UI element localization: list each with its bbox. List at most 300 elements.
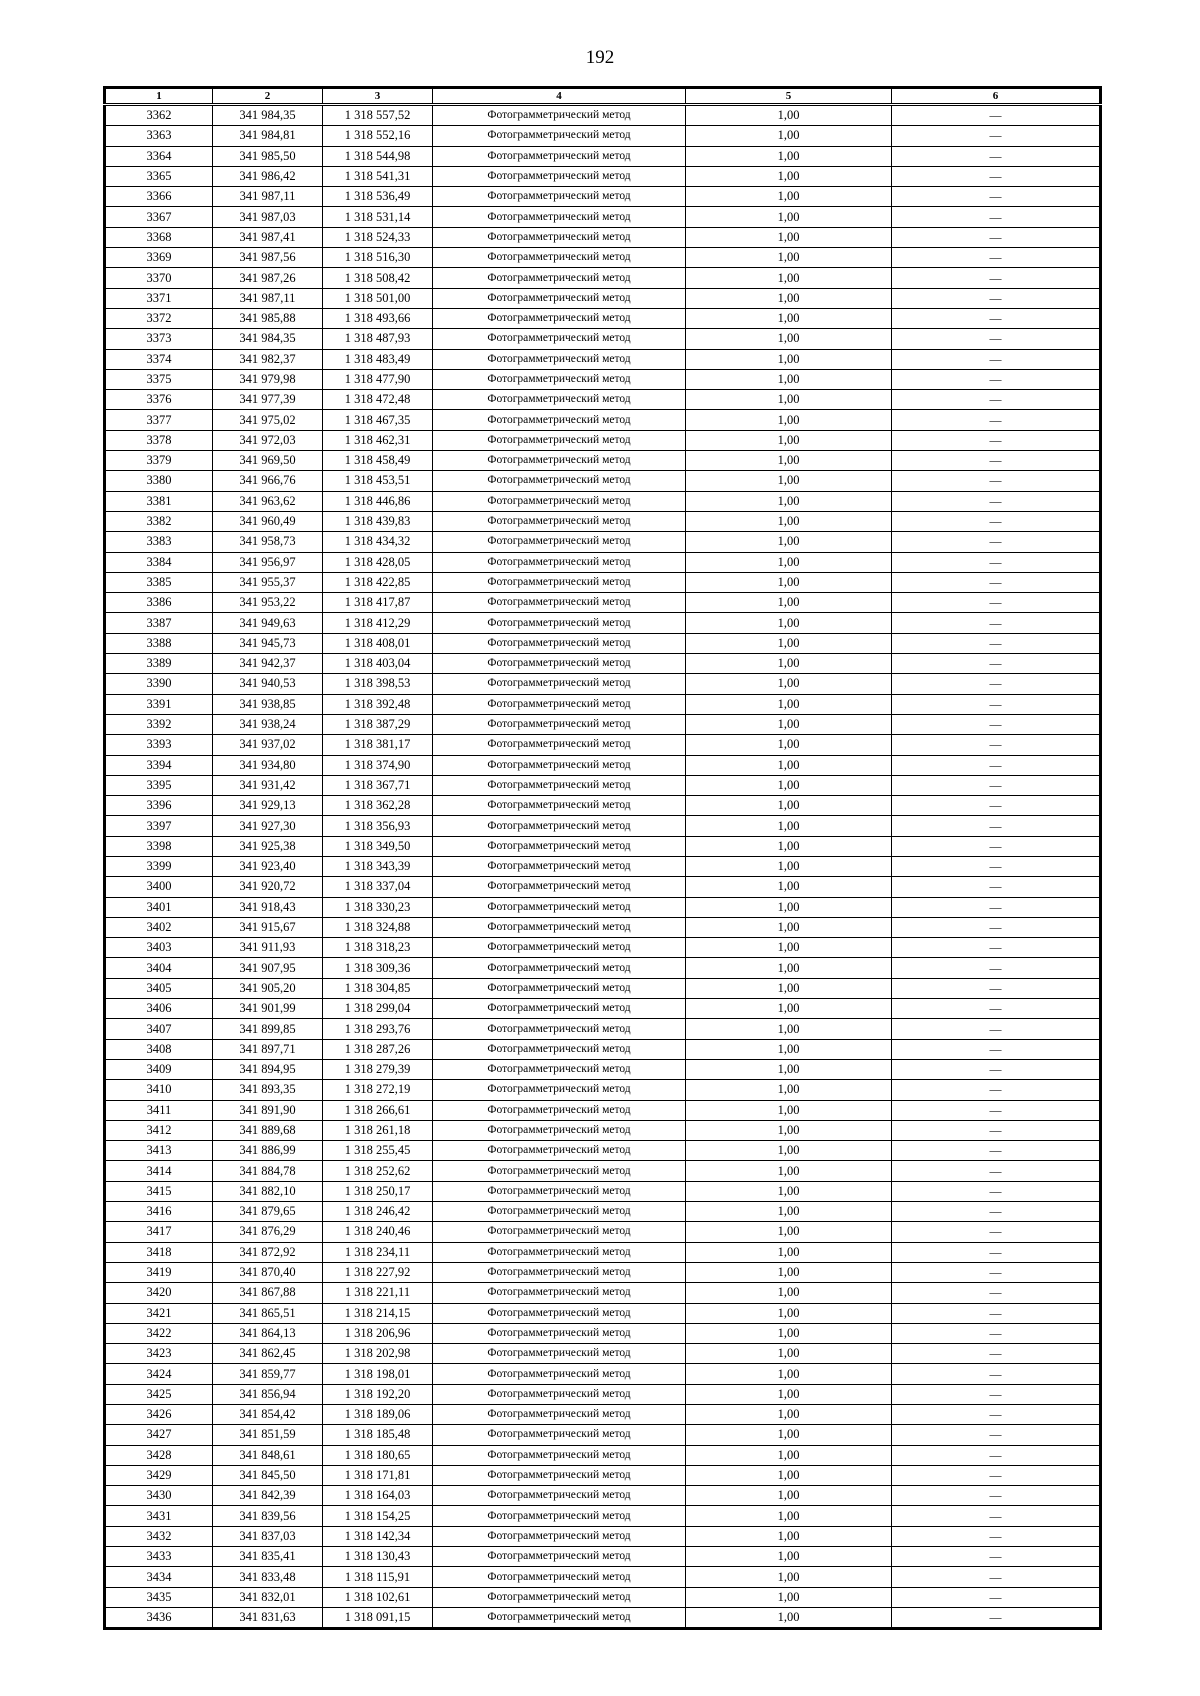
table-row — [105, 268, 1101, 288]
coord-y-cell: 1 318 428,05 — [323, 552, 433, 572]
method-cell: Фотограмметрический метод — [433, 1242, 686, 1262]
description-cell: — — [892, 1607, 1101, 1628]
coord-y-cell: 1 318 493,66 — [323, 308, 433, 328]
table-row — [105, 572, 1101, 592]
method-cell: Фотограмметрический метод — [433, 1283, 686, 1303]
accuracy-cell: 1,00 — [686, 897, 892, 917]
point-number-cell: 3425 — [105, 1384, 213, 1404]
description-cell: — — [892, 1506, 1101, 1526]
point-number-cell: 3405 — [105, 978, 213, 998]
point-number-cell: 3398 — [105, 836, 213, 856]
table-row — [105, 1202, 1101, 1222]
table-row — [105, 816, 1101, 836]
method-cell: Фотограмметрический метод — [433, 1181, 686, 1201]
description-cell: — — [892, 308, 1101, 328]
method-cell: Фотограмметрический метод — [433, 1405, 686, 1425]
table-row — [105, 471, 1101, 491]
point-number-cell: 3369 — [105, 248, 213, 268]
method-cell: Фотограмметрический метод — [433, 126, 686, 146]
description-cell: — — [892, 1465, 1101, 1485]
accuracy-cell: 1,00 — [686, 816, 892, 836]
table-row — [105, 1120, 1101, 1140]
accuracy-cell: 1,00 — [686, 1506, 892, 1526]
coord-y-cell: 1 318 171,81 — [323, 1465, 433, 1485]
coord-y-cell: 1 318 446,86 — [323, 491, 433, 511]
method-cell: Фотограмметрический метод — [433, 471, 686, 491]
description-cell: — — [892, 1100, 1101, 1120]
point-number-cell: 3428 — [105, 1445, 213, 1465]
coord-x-cell: 341 862,45 — [213, 1344, 323, 1364]
table-row — [105, 654, 1101, 674]
table-row — [105, 1567, 1101, 1587]
method-cell: Фотограмметрический метод — [433, 836, 686, 856]
table-row — [105, 1526, 1101, 1546]
coord-x-cell: 341 938,24 — [213, 714, 323, 734]
table-row — [105, 593, 1101, 613]
accuracy-cell: 1,00 — [686, 1425, 892, 1445]
method-cell: Фотограмметрический метод — [433, 369, 686, 389]
accuracy-cell: 1,00 — [686, 796, 892, 816]
description-cell: — — [892, 938, 1101, 958]
point-number-cell: 3417 — [105, 1222, 213, 1242]
coord-y-cell: 1 318 552,16 — [323, 126, 433, 146]
accuracy-cell: 1,00 — [686, 856, 892, 876]
description-cell: — — [892, 126, 1101, 146]
table-row — [105, 735, 1101, 755]
accuracy-cell: 1,00 — [686, 572, 892, 592]
coord-y-cell: 1 318 318,23 — [323, 938, 433, 958]
coord-y-cell: 1 318 246,42 — [323, 1202, 433, 1222]
table-row — [105, 1100, 1101, 1120]
coord-y-cell: 1 318 164,03 — [323, 1486, 433, 1506]
coord-y-cell: 1 318 309,36 — [323, 958, 433, 978]
method-cell: Фотограмметрический метод — [433, 917, 686, 937]
table-row — [105, 227, 1101, 247]
coord-y-cell: 1 318 544,98 — [323, 146, 433, 166]
coord-x-cell: 341 872,92 — [213, 1242, 323, 1262]
coord-x-cell: 341 945,73 — [213, 633, 323, 653]
method-cell: Фотограмметрический метод — [433, 390, 686, 410]
point-number-cell: 3373 — [105, 329, 213, 349]
header-col-2: 2 — [213, 88, 323, 105]
method-cell: Фотограмметрический метод — [433, 978, 686, 998]
description-cell: — — [892, 856, 1101, 876]
coord-x-cell: 341 972,03 — [213, 430, 323, 450]
table-row — [105, 1486, 1101, 1506]
description-cell: — — [892, 735, 1101, 755]
point-number-cell: 3371 — [105, 288, 213, 308]
description-cell: — — [892, 1567, 1101, 1587]
table-row — [105, 1547, 1101, 1567]
method-cell: Фотограмметрический метод — [433, 1080, 686, 1100]
method-cell: Фотограмметрический метод — [433, 288, 686, 308]
description-cell: — — [892, 674, 1101, 694]
description-cell: — — [892, 1242, 1101, 1262]
accuracy-cell: 1,00 — [686, 1202, 892, 1222]
description-cell: — — [892, 511, 1101, 531]
point-number-cell: 3402 — [105, 917, 213, 937]
point-number-cell: 3362 — [105, 105, 213, 126]
coord-x-cell: 341 879,65 — [213, 1202, 323, 1222]
coord-x-cell: 341 938,85 — [213, 694, 323, 714]
table-row — [105, 917, 1101, 937]
method-cell: Фотограмметрический метод — [433, 613, 686, 633]
accuracy-cell: 1,00 — [686, 1303, 892, 1323]
accuracy-cell: 1,00 — [686, 471, 892, 491]
method-cell: Фотограмметрический метод — [433, 1323, 686, 1343]
accuracy-cell: 1,00 — [686, 146, 892, 166]
coord-y-cell: 1 318 531,14 — [323, 207, 433, 227]
coord-y-cell: 1 318 142,34 — [323, 1526, 433, 1546]
accuracy-cell: 1,00 — [686, 917, 892, 937]
point-number-cell: 3365 — [105, 166, 213, 186]
coord-x-cell: 341 901,99 — [213, 999, 323, 1019]
coord-y-cell: 1 318 467,35 — [323, 410, 433, 430]
accuracy-cell: 1,00 — [686, 451, 892, 471]
point-number-cell: 3411 — [105, 1100, 213, 1120]
coord-x-cell: 341 864,13 — [213, 1323, 323, 1343]
method-cell: Фотограмметрический метод — [433, 1019, 686, 1039]
point-number-cell: 3395 — [105, 775, 213, 795]
description-cell: — — [892, 1222, 1101, 1242]
coord-x-cell: 341 893,35 — [213, 1080, 323, 1100]
coord-y-cell: 1 318 536,49 — [323, 187, 433, 207]
coord-y-cell: 1 318 287,26 — [323, 1039, 433, 1059]
point-number-cell: 3397 — [105, 816, 213, 836]
accuracy-cell: 1,00 — [686, 187, 892, 207]
description-cell: — — [892, 1486, 1101, 1506]
table-row — [105, 633, 1101, 653]
method-cell: Фотограмметрический метод — [433, 511, 686, 531]
point-number-cell: 3409 — [105, 1059, 213, 1079]
coord-y-cell: 1 318 266,61 — [323, 1100, 433, 1120]
point-number-cell: 3420 — [105, 1283, 213, 1303]
table-row — [105, 674, 1101, 694]
coord-x-cell: 341 987,03 — [213, 207, 323, 227]
table-row — [105, 877, 1101, 897]
coord-y-cell: 1 318 304,85 — [323, 978, 433, 998]
coord-x-cell: 341 891,90 — [213, 1100, 323, 1120]
table-row — [105, 958, 1101, 978]
table-row — [105, 552, 1101, 572]
coord-x-cell: 341 848,61 — [213, 1445, 323, 1465]
coord-y-cell: 1 318 487,93 — [323, 329, 433, 349]
table-row — [105, 1059, 1101, 1079]
description-cell: — — [892, 593, 1101, 613]
method-cell: Фотограмметрический метод — [433, 1445, 686, 1465]
point-number-cell: 3387 — [105, 613, 213, 633]
coord-x-cell: 341 835,41 — [213, 1547, 323, 1567]
description-cell: — — [892, 999, 1101, 1019]
coord-y-cell: 1 318 091,15 — [323, 1607, 433, 1628]
coord-x-cell: 341 876,29 — [213, 1222, 323, 1242]
point-number-cell: 3381 — [105, 491, 213, 511]
coord-y-cell: 1 318 508,42 — [323, 268, 433, 288]
point-number-cell: 3431 — [105, 1506, 213, 1526]
coord-x-cell: 341 905,20 — [213, 978, 323, 998]
point-number-cell: 3427 — [105, 1425, 213, 1445]
point-number-cell: 3423 — [105, 1344, 213, 1364]
coord-x-cell: 341 845,50 — [213, 1465, 323, 1485]
accuracy-cell: 1,00 — [686, 430, 892, 450]
description-cell: — — [892, 268, 1101, 288]
description-cell: — — [892, 714, 1101, 734]
point-number-cell: 3375 — [105, 369, 213, 389]
method-cell: Фотограмметрический метод — [433, 1547, 686, 1567]
coord-y-cell: 1 318 343,39 — [323, 856, 433, 876]
accuracy-cell: 1,00 — [686, 288, 892, 308]
accuracy-cell: 1,00 — [686, 248, 892, 268]
method-cell: Фотограмметрический метод — [433, 166, 686, 186]
table-row — [105, 1364, 1101, 1384]
point-number-cell: 3380 — [105, 471, 213, 491]
accuracy-cell: 1,00 — [686, 877, 892, 897]
accuracy-cell: 1,00 — [686, 1120, 892, 1140]
page-number: 192 — [585, 47, 615, 68]
point-number-cell: 3430 — [105, 1486, 213, 1506]
method-cell: Фотограмметрический метод — [433, 1607, 686, 1628]
table-row — [105, 796, 1101, 816]
coord-x-cell: 341 886,99 — [213, 1141, 323, 1161]
coord-x-cell: 341 856,94 — [213, 1384, 323, 1404]
accuracy-cell: 1,00 — [686, 1344, 892, 1364]
coord-x-cell: 341 920,72 — [213, 877, 323, 897]
method-cell: Фотограмметрический метод — [433, 248, 686, 268]
method-cell: Фотограмметрический метод — [433, 1364, 686, 1384]
header-col-4: 4 — [433, 88, 686, 105]
coord-y-cell: 1 318 252,62 — [323, 1161, 433, 1181]
description-cell: — — [892, 451, 1101, 471]
accuracy-cell: 1,00 — [686, 1364, 892, 1384]
table-row — [105, 1303, 1101, 1323]
table-row — [105, 1161, 1101, 1181]
point-number-cell: 3400 — [105, 877, 213, 897]
table-row — [105, 856, 1101, 876]
method-cell: Фотограмметрический метод — [433, 1141, 686, 1161]
table-row — [105, 1506, 1101, 1526]
coord-x-cell: 341 934,80 — [213, 755, 323, 775]
method-cell: Фотограмметрический метод — [433, 1506, 686, 1526]
table-row — [105, 613, 1101, 633]
coord-y-cell: 1 318 557,52 — [323, 105, 433, 126]
point-number-cell: 3414 — [105, 1161, 213, 1181]
table-row — [105, 694, 1101, 714]
accuracy-cell: 1,00 — [686, 836, 892, 856]
coord-y-cell: 1 318 102,61 — [323, 1587, 433, 1607]
coord-x-cell: 341 985,50 — [213, 146, 323, 166]
coord-x-cell: 341 975,02 — [213, 410, 323, 430]
description-cell: — — [892, 1405, 1101, 1425]
accuracy-cell: 1,00 — [686, 938, 892, 958]
coord-y-cell: 1 318 192,20 — [323, 1384, 433, 1404]
coord-x-cell: 341 984,35 — [213, 329, 323, 349]
point-number-cell: 3436 — [105, 1607, 213, 1628]
table-row — [105, 897, 1101, 917]
table-row — [105, 1080, 1101, 1100]
point-number-cell: 3388 — [105, 633, 213, 653]
table-row — [105, 126, 1101, 146]
description-cell: — — [892, 105, 1101, 126]
coord-y-cell: 1 318 349,50 — [323, 836, 433, 856]
coord-x-cell: 341 915,67 — [213, 917, 323, 937]
coord-y-cell: 1 318 392,48 — [323, 694, 433, 714]
coord-y-cell: 1 318 240,46 — [323, 1222, 433, 1242]
description-cell: — — [892, 349, 1101, 369]
description-cell: — — [892, 491, 1101, 511]
method-cell: Фотограмметрический метод — [433, 1526, 686, 1546]
point-number-cell: 3383 — [105, 532, 213, 552]
coord-y-cell: 1 318 214,15 — [323, 1303, 433, 1323]
method-cell: Фотограмметрический метод — [433, 308, 686, 328]
table-row — [105, 308, 1101, 328]
description-cell: — — [892, 329, 1101, 349]
coord-x-cell: 341 923,40 — [213, 856, 323, 876]
accuracy-cell: 1,00 — [686, 1080, 892, 1100]
method-cell: Фотограмметрический метод — [433, 1039, 686, 1059]
accuracy-cell: 1,00 — [686, 1242, 892, 1262]
point-number-cell: 3406 — [105, 999, 213, 1019]
description-cell: — — [892, 572, 1101, 592]
coord-x-cell: 341 942,37 — [213, 654, 323, 674]
table-row — [105, 1141, 1101, 1161]
description-cell: — — [892, 654, 1101, 674]
accuracy-cell: 1,00 — [686, 207, 892, 227]
accuracy-cell: 1,00 — [686, 1100, 892, 1120]
accuracy-cell: 1,00 — [686, 491, 892, 511]
accuracy-cell: 1,00 — [686, 633, 892, 653]
point-number-cell: 3378 — [105, 430, 213, 450]
coord-y-cell: 1 318 154,25 — [323, 1506, 433, 1526]
description-cell: — — [892, 146, 1101, 166]
header-col-5: 5 — [686, 88, 892, 105]
accuracy-cell: 1,00 — [686, 105, 892, 126]
description-cell: — — [892, 1526, 1101, 1546]
coord-x-cell: 341 859,77 — [213, 1364, 323, 1384]
accuracy-cell: 1,00 — [686, 268, 892, 288]
coord-y-cell: 1 318 356,93 — [323, 816, 433, 836]
accuracy-cell: 1,00 — [686, 1465, 892, 1485]
header-col-6: 6 — [892, 88, 1101, 105]
point-number-cell: 3391 — [105, 694, 213, 714]
coord-y-cell: 1 318 483,49 — [323, 349, 433, 369]
accuracy-cell: 1,00 — [686, 694, 892, 714]
accuracy-cell: 1,00 — [686, 1323, 892, 1343]
point-number-cell: 3416 — [105, 1202, 213, 1222]
method-cell: Фотограмметрический метод — [433, 187, 686, 207]
coord-y-cell: 1 318 398,53 — [323, 674, 433, 694]
point-number-cell: 3422 — [105, 1323, 213, 1343]
coord-x-cell: 341 918,43 — [213, 897, 323, 917]
coord-x-cell: 341 937,02 — [213, 735, 323, 755]
coord-x-cell: 341 987,11 — [213, 187, 323, 207]
coord-y-cell: 1 318 439,83 — [323, 511, 433, 531]
coord-y-cell: 1 318 189,06 — [323, 1405, 433, 1425]
description-cell: — — [892, 1364, 1101, 1384]
description-cell: — — [892, 1059, 1101, 1079]
point-number-cell: 3396 — [105, 796, 213, 816]
table-row — [105, 511, 1101, 531]
coord-y-cell: 1 318 272,19 — [323, 1080, 433, 1100]
method-cell: Фотограмметрический метод — [433, 856, 686, 876]
coord-y-cell: 1 318 524,33 — [323, 227, 433, 247]
point-number-cell: 3433 — [105, 1547, 213, 1567]
description-cell: — — [892, 1303, 1101, 1323]
accuracy-cell: 1,00 — [686, 1181, 892, 1201]
description-cell: — — [892, 227, 1101, 247]
method-cell: Фотограмметрический метод — [433, 268, 686, 288]
table-row — [105, 532, 1101, 552]
coord-x-cell: 341 955,37 — [213, 572, 323, 592]
table-row — [105, 999, 1101, 1019]
description-cell: — — [892, 694, 1101, 714]
coord-x-cell: 341 977,39 — [213, 390, 323, 410]
table-row — [105, 1445, 1101, 1465]
coord-y-cell: 1 318 185,48 — [323, 1425, 433, 1445]
coord-x-cell: 341 865,51 — [213, 1303, 323, 1323]
method-cell: Фотограмметрический метод — [433, 451, 686, 471]
coord-y-cell: 1 318 206,96 — [323, 1323, 433, 1343]
method-cell: Фотограмметрический метод — [433, 1465, 686, 1485]
table-row — [105, 1039, 1101, 1059]
description-cell: — — [892, 917, 1101, 937]
coord-x-cell: 341 894,95 — [213, 1059, 323, 1079]
method-cell: Фотограмметрический метод — [433, 1100, 686, 1120]
coord-x-cell: 341 956,97 — [213, 552, 323, 572]
coord-x-cell: 341 839,56 — [213, 1506, 323, 1526]
description-cell: — — [892, 552, 1101, 572]
description-cell: — — [892, 897, 1101, 917]
coord-y-cell: 1 318 250,17 — [323, 1181, 433, 1201]
description-cell: — — [892, 532, 1101, 552]
point-number-cell: 3413 — [105, 1141, 213, 1161]
coord-x-cell: 341 982,37 — [213, 349, 323, 369]
coord-y-cell: 1 318 367,71 — [323, 775, 433, 795]
coord-x-cell: 341 925,38 — [213, 836, 323, 856]
method-cell: Фотограмметрический метод — [433, 1344, 686, 1364]
description-cell: — — [892, 1039, 1101, 1059]
coord-y-cell: 1 318 255,45 — [323, 1141, 433, 1161]
coord-y-cell: 1 318 261,18 — [323, 1120, 433, 1140]
method-cell: Фотограмметрический метод — [433, 146, 686, 166]
method-cell: Фотограмметрический метод — [433, 1303, 686, 1323]
accuracy-cell: 1,00 — [686, 755, 892, 775]
coord-y-cell: 1 318 198,01 — [323, 1364, 433, 1384]
coord-y-cell: 1 318 374,90 — [323, 755, 433, 775]
point-number-cell: 3389 — [105, 654, 213, 674]
accuracy-cell: 1,00 — [686, 126, 892, 146]
table-row — [105, 369, 1101, 389]
accuracy-cell: 1,00 — [686, 735, 892, 755]
coord-x-cell: 341 832,01 — [213, 1587, 323, 1607]
description-cell: — — [892, 410, 1101, 430]
coord-y-cell: 1 318 417,87 — [323, 593, 433, 613]
description-cell: — — [892, 796, 1101, 816]
accuracy-cell: 1,00 — [686, 613, 892, 633]
method-cell: Фотограмметрический метод — [433, 897, 686, 917]
coord-y-cell: 1 318 477,90 — [323, 369, 433, 389]
coord-y-cell: 1 318 403,04 — [323, 654, 433, 674]
description-cell: — — [892, 1019, 1101, 1039]
table-row — [105, 1262, 1101, 1282]
point-number-cell: 3421 — [105, 1303, 213, 1323]
description-cell: — — [892, 1344, 1101, 1364]
method-cell: Фотограмметрический метод — [433, 938, 686, 958]
coord-y-cell: 1 318 412,29 — [323, 613, 433, 633]
description-cell: — — [892, 471, 1101, 491]
description-cell: — — [892, 166, 1101, 186]
coord-x-cell: 341 987,41 — [213, 227, 323, 247]
description-cell: — — [892, 390, 1101, 410]
